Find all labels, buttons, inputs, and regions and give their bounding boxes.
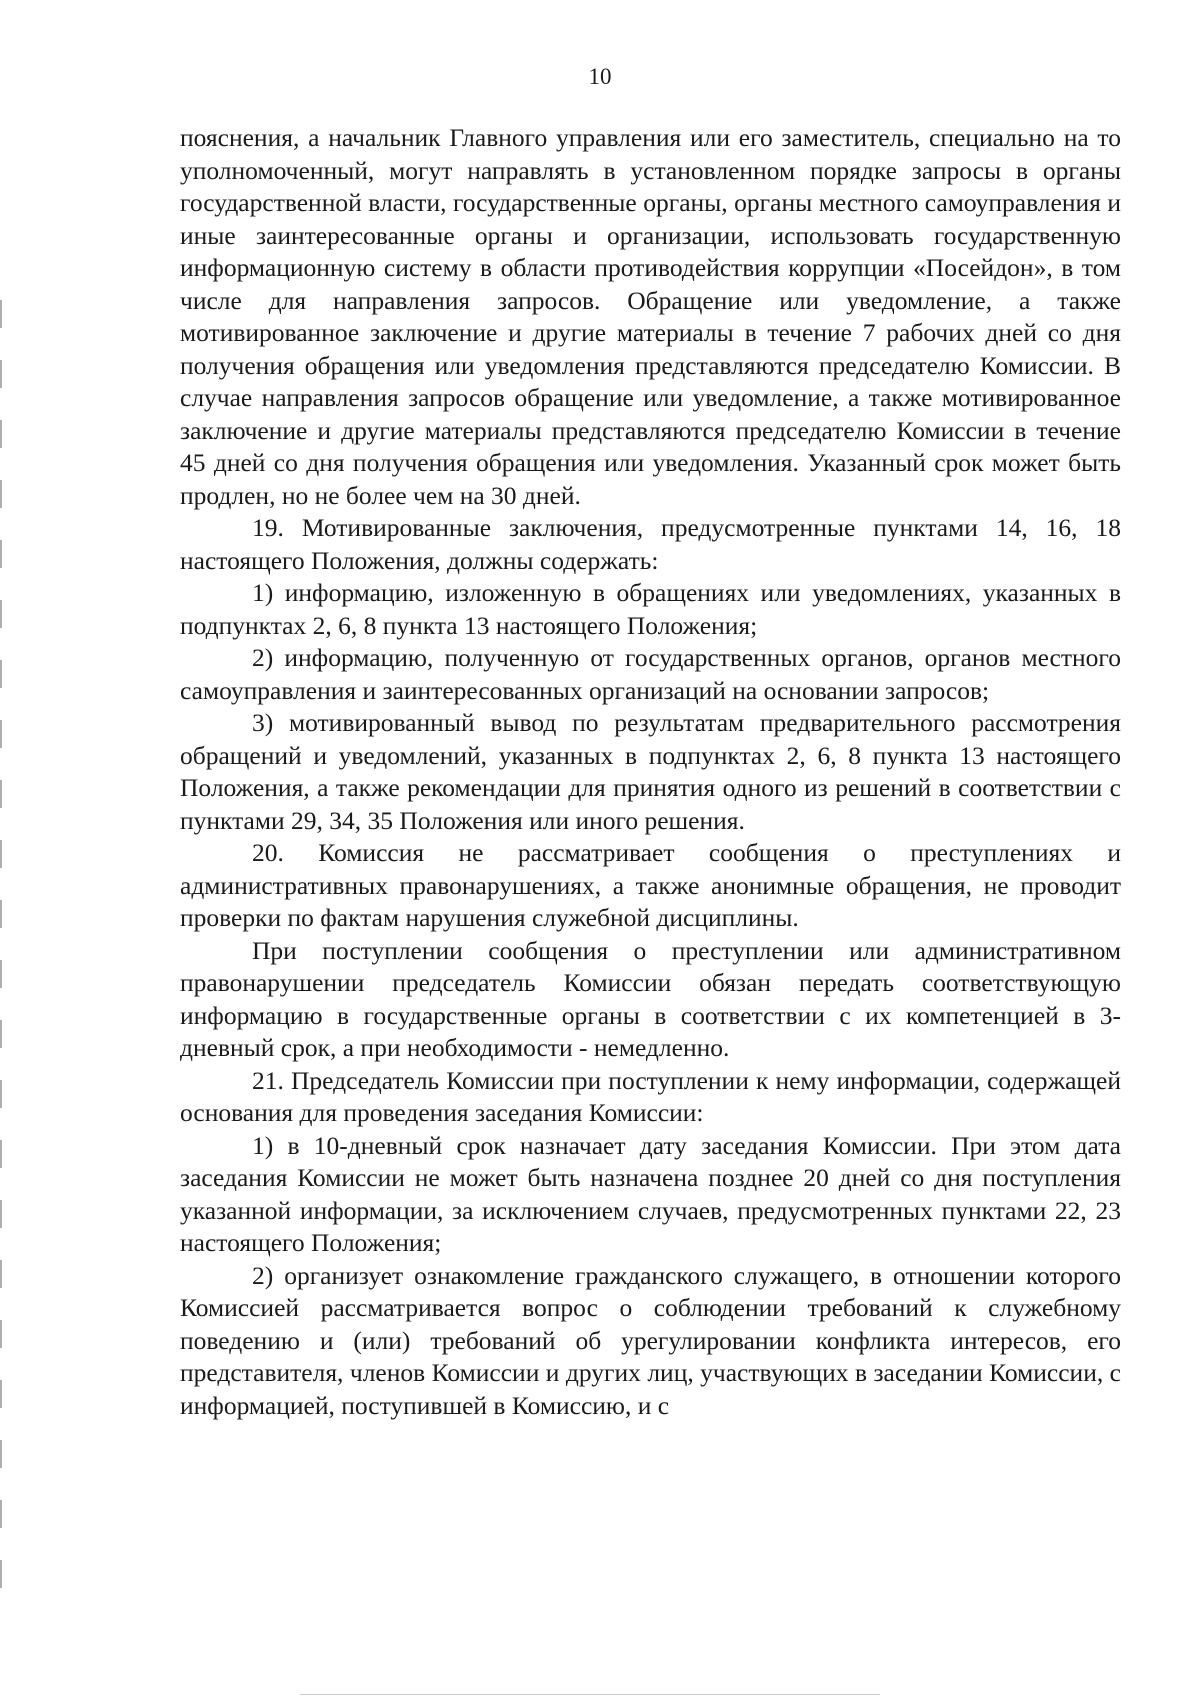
paragraph-item-21-2: 2) организует ознакомление гражданского служащего, в отношении которого Комиссией рассматривается вопрос о соблюдении требований к служебному поведению и (или) требований об урегулировании конфликта интересов, его представителя, членов Комиссии и других лиц, участвующих в заседании Комиссии, с информацией, поступившей в Комиссию, и с: [180, 1260, 1121, 1420]
scan-bottom-artifact: [300, 1694, 880, 1695]
paragraph-item-19: 19. Мотивированные заключения, предусмотренные пунктами 14, 16, 18 настоящего Положения, должны содержать:: [180, 513, 1121, 575]
paragraph-item-20: 20. Комиссия не рассматривает сообщения о преступлениях и административных правонарушениях, а также анонимные обращения, не проводит проверки по фактам нарушения служебной дисциплины.: [180, 838, 1121, 932]
paragraph-item-21: 21. Председатель Комиссии при поступлении к нему информации, содержащей основания для проведения заседания Комиссии:: [180, 1065, 1121, 1127]
paragraph-item-19-3: 3) мотивированный вывод по результатам предварительного рассмотрения обращений и уведомлений, указанных в подпунктах 2, 6, 8 пункта 13 настоящего Положения, а также рекомендации для принятия одного из решений в соответствии с пунктами 29, 34, 35 Положения или иного решения.: [180, 708, 1121, 835]
page-number: 10: [588, 64, 612, 89]
document-body: [180, 122, 1121, 1422]
scan-edge-artifact: [0, 300, 2, 1600]
paragraph-continuation: пояснения, а начальник Главного управления или его заместитель, специально на то уполномоченный, могут направлять в установленном порядке запросы в органы государственной власти, государственные органы, органы местного самоуправления и иные заинтересованные органы и организации, использовать государственную информационную систему в области противодействия коррупции «Посейдон», в том числе для направления запросов. Обращение или уведомление, а также мотивированное заключение и другие материалы в течение 7 рабочих дней со дня получения обращения или уведомления представляются председателю Комиссии. В случае направления запросов обращение или уведомление, а также мотивированное заключение и другие материалы представляются председателю Комиссии в течение 45 дней со дня получения обращения или уведомления. Указанный срок может быть продлен, но не более чем на 30 дней.: [180, 123, 1121, 510]
paragraph-item-21-1: 1) в 10-дневный срок назначает дату заседания Комиссии. При этом дата заседания Комиссии не может быть назначена позднее 20 дней со дня поступления указанной информации, за исключением случаев, предусмотренных пунктами 22, 23 настоящего Положения;: [180, 1130, 1121, 1257]
paragraph-item-19-1: 1) информацию, изложенную в обращениях или уведомлениях, указанных в подпунктах 2, 6, 8 пункта 13 настоящего Положения;: [180, 578, 1121, 640]
paragraph-item-20-report: При поступлении сообщения о преступлении или административном правонарушении председатель Комиссии обязан передать соответствующую информацию в государственные органы в соответствии с их компетенцией в 3-дневный срок, а при необходимости - немедленно.: [180, 935, 1121, 1062]
paragraph-item-19-2: 2) информацию, полученную от государственных органов, органов местного самоуправления и заинтересованных организаций на основании запросов;: [180, 643, 1121, 705]
